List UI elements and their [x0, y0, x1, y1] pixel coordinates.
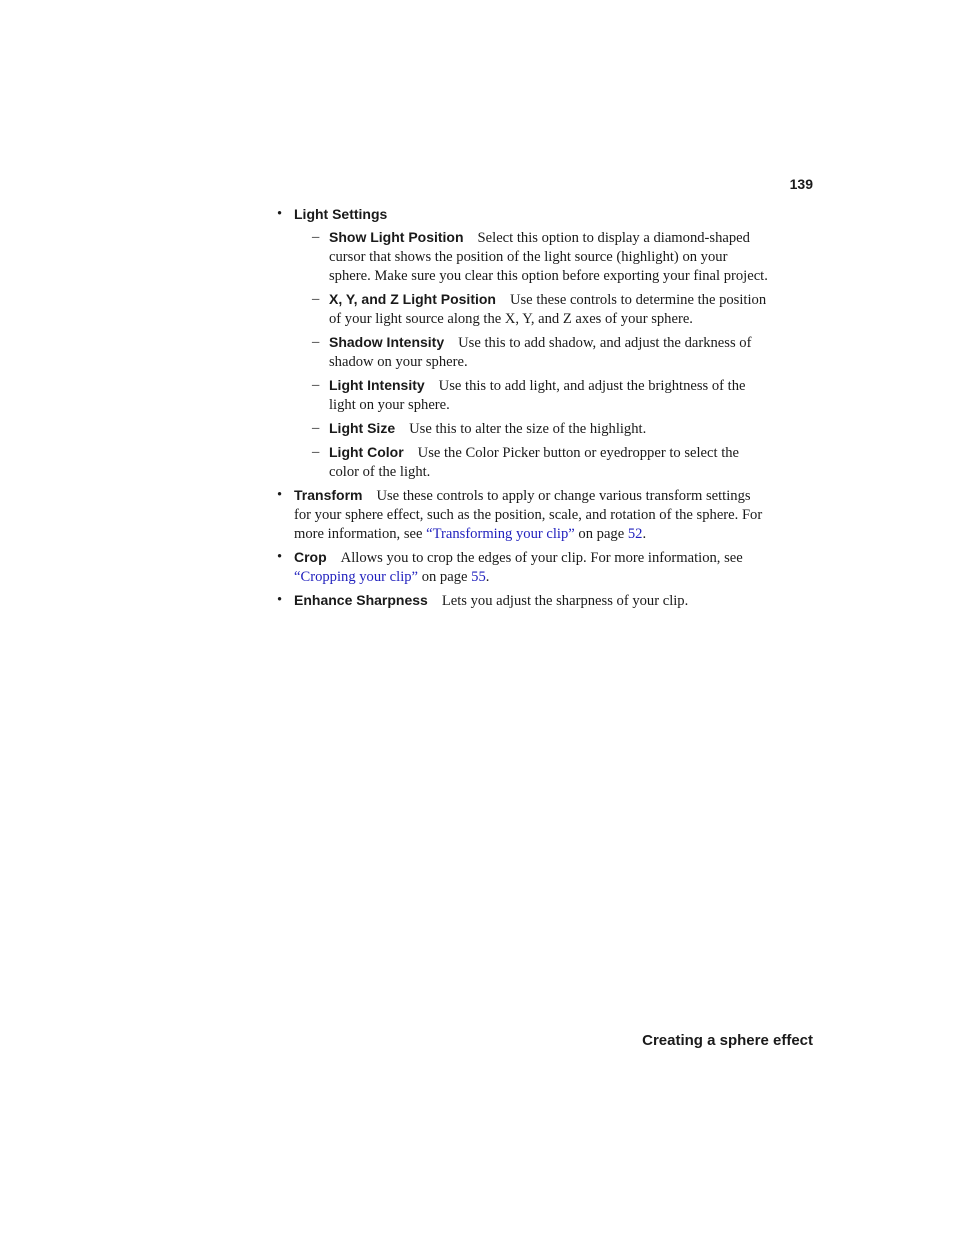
term-xyz-light-position: X, Y, and Z Light Position [329, 291, 496, 307]
sub-item-xyz-light-position [294, 290, 771, 329]
list-item-transform [276, 486, 771, 544]
page-number: 139 [789, 176, 813, 192]
sub-item-light-intensity [294, 376, 771, 415]
desc-shadow-intensity: Use this to add shadow, and adjust the darkness of shadow on your sphere. [329, 335, 752, 370]
on-page-text: on page [421, 569, 468, 585]
footer-section-title: Creating a sphere effect [642, 1032, 813, 1049]
term-transform: Transform [294, 487, 363, 503]
desc-show-light-position: Select this option to display a diamond-shaped cursor that shows the position of the light source (highlight) on your sphere. Make sure you clear this option before exporting your final project. [329, 230, 768, 284]
desc-xyz-light-position: Use these controls to determine the position of your light source along the X, Y, and Z axes of your sphere. [329, 292, 767, 327]
sub-item-light-size [294, 419, 771, 439]
desc-light-size: Use this to alter the size of the highlight. [409, 421, 647, 437]
period: . [642, 526, 647, 542]
transforming-clip-link[interactable]: “Transforming your clip” [426, 526, 575, 542]
page-55-link[interactable]: 55 [471, 569, 486, 585]
sub-item-show-light-position [294, 228, 771, 286]
sub-item-shadow-intensity [294, 333, 771, 372]
desc-light-color: Use the Color Picker button or eyedropper to select the color of the light. [329, 445, 740, 480]
term-show-light-position: Show Light Position [329, 229, 464, 245]
list-item-light-settings [276, 205, 771, 482]
term-shadow-intensity: Shadow Intensity [329, 334, 445, 350]
period: . [485, 569, 490, 585]
light-settings-sublist [294, 228, 771, 482]
list-item-enhance-sharpness [276, 591, 771, 611]
desc-light-intensity: Use this to add light, and adjust the brightness of the light on your sphere. [329, 378, 746, 413]
term-enhance-sharpness: Enhance Sharpness [294, 592, 428, 608]
desc-enhance-sharpness: Lets you adjust the sharpness of your clip. [441, 593, 689, 609]
term-light-color: Light Color [329, 444, 404, 460]
desc-crop: Allows you to crop the edges of your clip. For more information, see [340, 550, 743, 566]
sub-item-light-color [294, 443, 771, 482]
on-page-text: on page [578, 526, 625, 542]
term-crop: Crop [294, 549, 327, 565]
desc-transform: Use these controls to apply or change various transform settings for your sphere effect, such as the position, scale, and rotation of the sphere. For more information, see [294, 488, 763, 542]
page-52-link[interactable]: 52 [627, 526, 643, 542]
term-light-size: Light Size [329, 420, 396, 436]
list-item-crop [276, 548, 771, 587]
term-light-intensity: Light Intensity [329, 377, 425, 393]
cropping-clip-link[interactable]: “Cropping your clip” [294, 569, 419, 585]
term-light-settings: Light Settings [294, 206, 388, 222]
page-body [276, 205, 771, 615]
